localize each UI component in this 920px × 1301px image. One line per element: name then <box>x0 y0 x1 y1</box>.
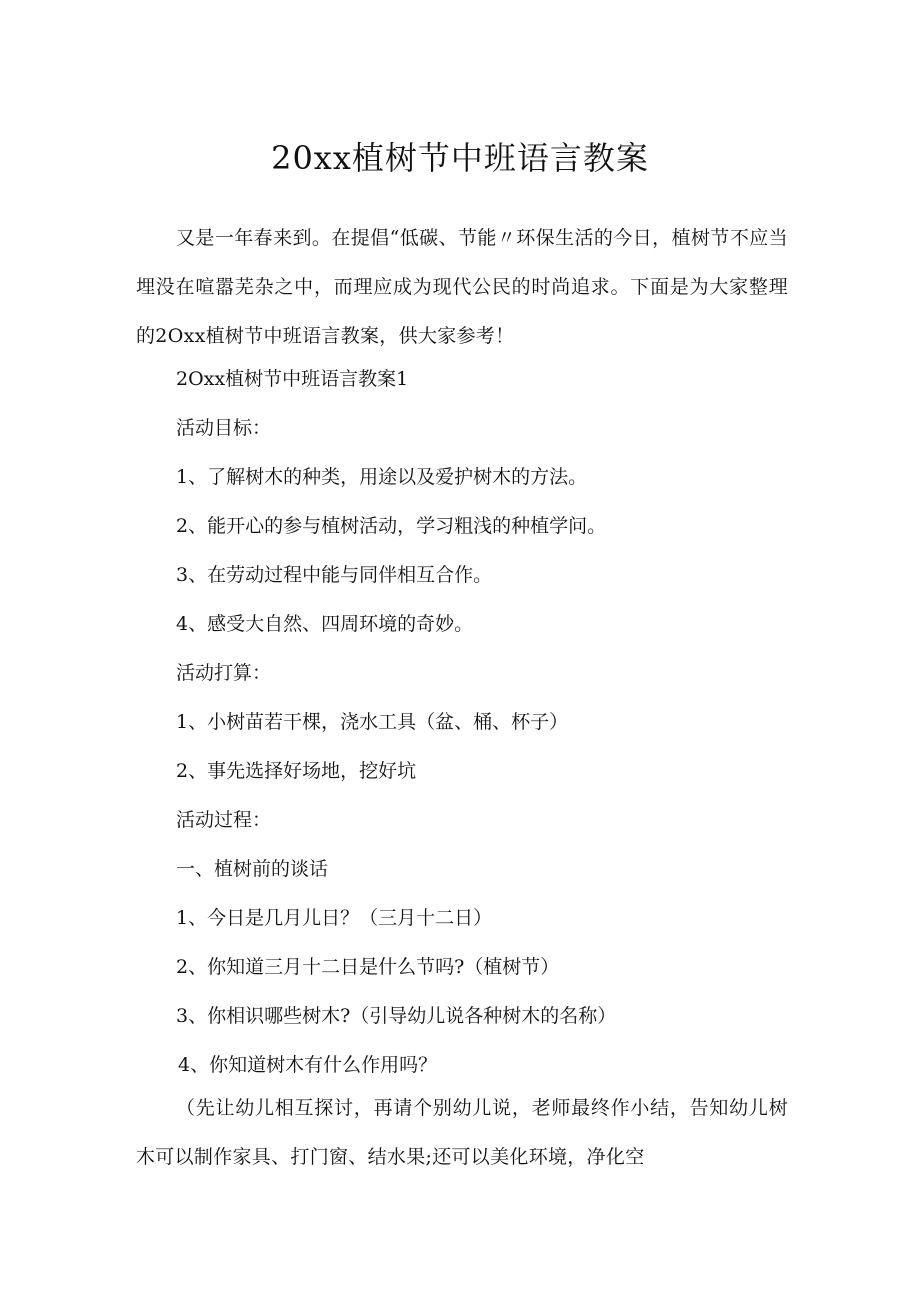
list-item: 4、你知道树木有什么作用吗？ <box>178 1054 438 1076</box>
list-item: 1、了解树木的种类，用途以及爱护树木的方法。 <box>176 466 588 488</box>
list-item: 4、感受大自然、四周环境的奇妙。 <box>176 613 474 635</box>
list-item: 2、你知道三月十二日是什么节吗?（植树节） <box>176 956 560 978</box>
closing-paragraph: （先让幼儿相互探讨，再请个别幼儿说，老师最终作小结，告知幼儿树木可以制作家具、打门窗、结水果;还可以美化环境，净化空 <box>136 1097 788 1168</box>
subheading-process: 活动过程： <box>176 809 272 831</box>
intro-paragraph: 又是一年春来到。在提倡“低碳、节能〃环保生活的今日，植树节不应当埋没在喧嚣芜杂之中，而理应成为现代公民的时尚追求。下面是为大家整理的2Oxx植树节中班语言教案，供大家参考！ <box>136 227 788 347</box>
list-item: 1、今日是几月儿日？（三月十二日） <box>176 907 493 929</box>
list-item: 2、事先选择好场地，挖好坑 <box>176 760 417 782</box>
list-item: 3、在劳动过程中能与同伴相互合作。 <box>176 564 493 586</box>
section-heading: 2Oxx植树节中班语言教案1 <box>176 368 409 390</box>
list-item: 一、植树前的谈话 <box>176 858 329 880</box>
list-item: 3、你相识哪些树木?（引导幼儿说各种树木的名称） <box>176 1005 617 1027</box>
list-item: 2、能开心的参与植树活动，学习粗浅的种植学问。 <box>176 515 607 537</box>
subheading-preparation: 活动打算： <box>176 662 272 684</box>
document-title: 20xx植树节中班语言教案 <box>271 139 649 177</box>
subheading-goals: 活动目标： <box>176 417 272 439</box>
list-item: 1、小树苗若干棵，浇水工具（盆、桶、杯子） <box>176 711 569 733</box>
